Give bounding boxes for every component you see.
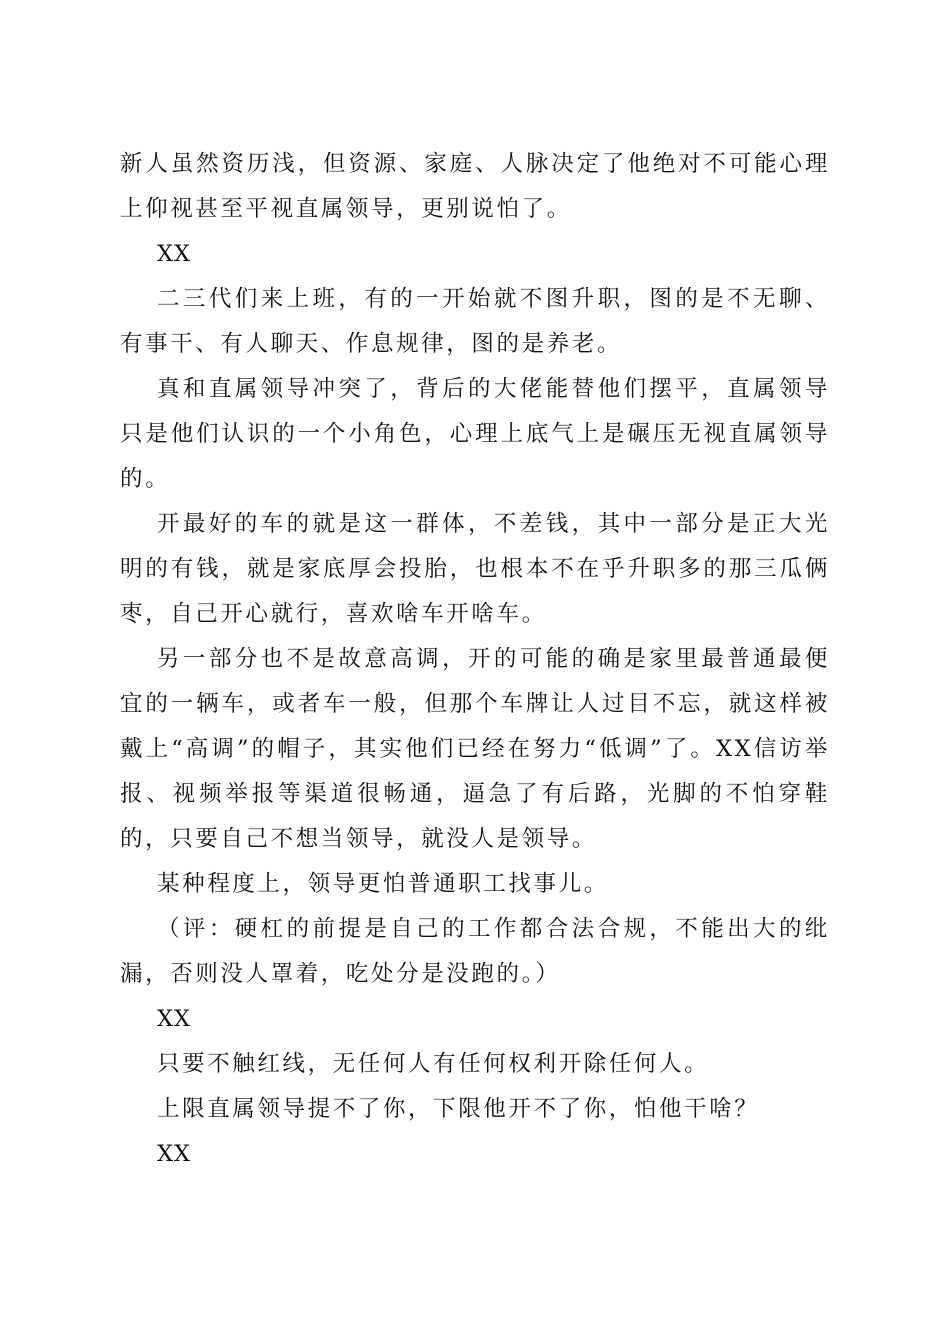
paragraph-5: 另一部分也不是故意高调，开的可能的确是家里最普通最便宜的一辆车，或者车一般，但那个车牌让人过目不忘，就这样被戴上“高调”的帽子，其实他们已经在努力“低调”了。XX信访举报、视频举报等渠道很畅通，逼急了有后路，光脚的不怕穿鞋的，只要自己不想当领导，就没人是领导。 <box>120 646 830 852</box>
section-marker-1: XX <box>157 241 192 267</box>
paragraph-8: 只要不触红线，无任何人有任何权利开除任何人。 <box>157 1051 710 1077</box>
paragraph-3: 真和直属领导冲突了，背后的大佬能替他们摆平，直属领导只是他们认识的一个小角色，心理上底气上是碾压无视直属领导的。 <box>120 376 830 492</box>
paragraph-4: 开最好的车的就是这一群体，不差钱，其中一部分是正大光明的有钱，就是家底厚会投胎，也根本不在乎升职多的那三瓜俩枣，自己开心就行，喜欢啥车开啥车。 <box>120 511 830 627</box>
document-body <box>120 142 830 1177</box>
section-marker-2: XX <box>157 1006 192 1032</box>
paragraph-7-comment: （评：硬杠的前提是自己的工作都合法合规，不能出大的纰漏，否则没人罩着，吃处分是没跑的。） <box>120 916 830 987</box>
paragraph-1: 新人虽然资历浅，但资源、家庭、人脉决定了他绝对不可能心理上仰视甚至平视直属领导，更别说怕了。 <box>120 151 830 222</box>
paragraph-2: 二三代们来上班，有的一开始就不图升职，图的是不无聊、有事干、有人聊天、作息规律，图的是养老。 <box>120 286 830 357</box>
section-marker-3: XX <box>157 1141 192 1167</box>
paragraph-9: 上限直属领导提不了你，下限他开不了你，怕他干啥？ <box>157 1096 760 1122</box>
paragraph-6: 某种程度上，领导更怕普通职工找事儿。 <box>157 871 609 897</box>
